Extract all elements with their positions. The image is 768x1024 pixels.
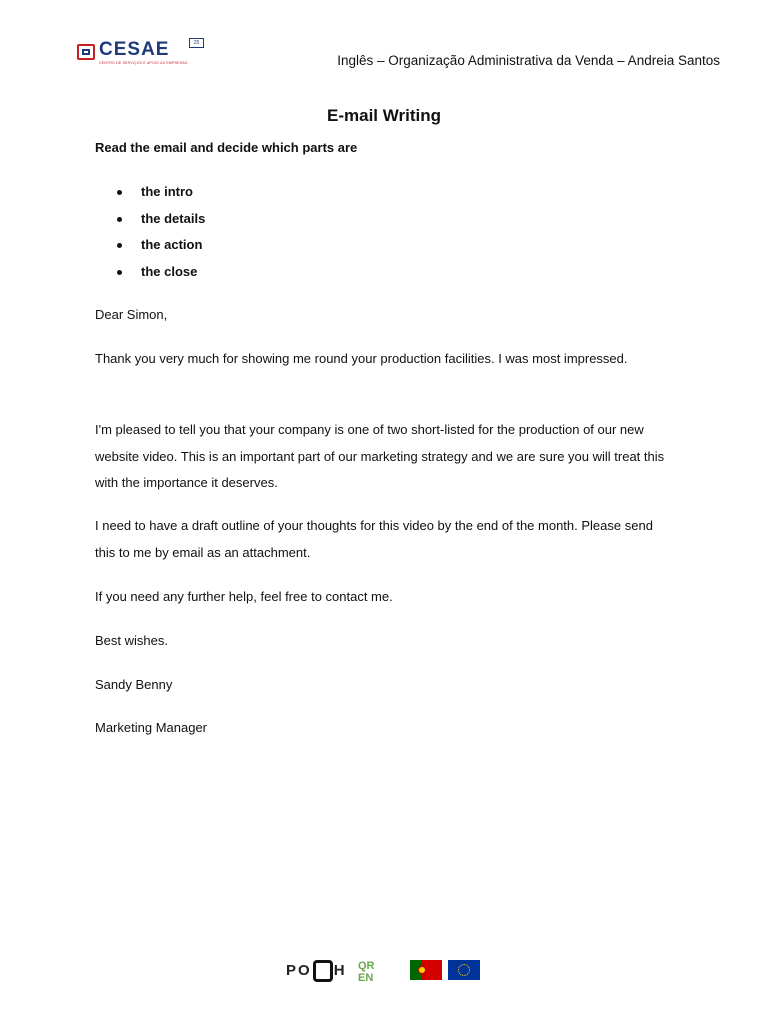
list-item-label: the close [141,264,198,280]
parts-list [95,183,205,290]
bullet-icon [117,217,122,222]
header-caption: Inglês – Organização Administrativa da Venda – Andreia Santos [337,53,720,68]
bullet-icon [117,270,122,275]
email-paragraph: Thank you very much for showing me round your production facilities. I was most impressed. [95,351,628,366]
email-sign-off: Best wishes. [95,633,168,648]
email-paragraph: If you need any further help, feel free to contact me. [95,589,393,604]
email-greeting: Dear Simon, [95,307,168,322]
footer-logos [286,956,480,992]
eu-flag-icon [448,960,480,980]
email-paragraph: I need to have a draft outline of your thoughts for this video by the end of the month. Please send this to me by email as an attachment. [95,518,653,560]
cesae-logo-text: CESAE [99,39,170,60]
document-title: E-mail Writing [327,106,441,125]
list-item-label: the details [141,210,206,226]
signature-title: Marketing Manager [95,720,207,735]
bullet-icon [117,243,122,248]
list-item-label: the intro [141,184,193,199]
cesae-logo-badge-icon: 25 [189,38,204,48]
cesae-logo [77,38,207,66]
cesae-logo-icon [77,44,95,60]
portugal-flag-icon [410,960,442,980]
list-item [95,183,205,210]
bullet-icon [117,190,122,195]
cesae-logo-subtitle: CENTRO DE SERVIÇOS E APOIO ÀS EMPRESAS [99,61,188,65]
poph-logo: PO H [286,960,347,982]
list-item [95,236,205,263]
email-paragraph: I'm pleased to tell you that your company is one of two short-listed for the production of our new website video. This is an important part of our marketing strategy and we are sure you will treat this with the importance it deserves. [95,422,665,491]
list-item [95,263,205,290]
list-item [95,210,205,237]
signature-name: Sandy Benny [95,677,173,692]
qren-logo: QR EN [358,960,375,984]
list-item-label: the action [141,237,203,253]
instruction-text: Read the email and decide which parts are [95,140,358,155]
